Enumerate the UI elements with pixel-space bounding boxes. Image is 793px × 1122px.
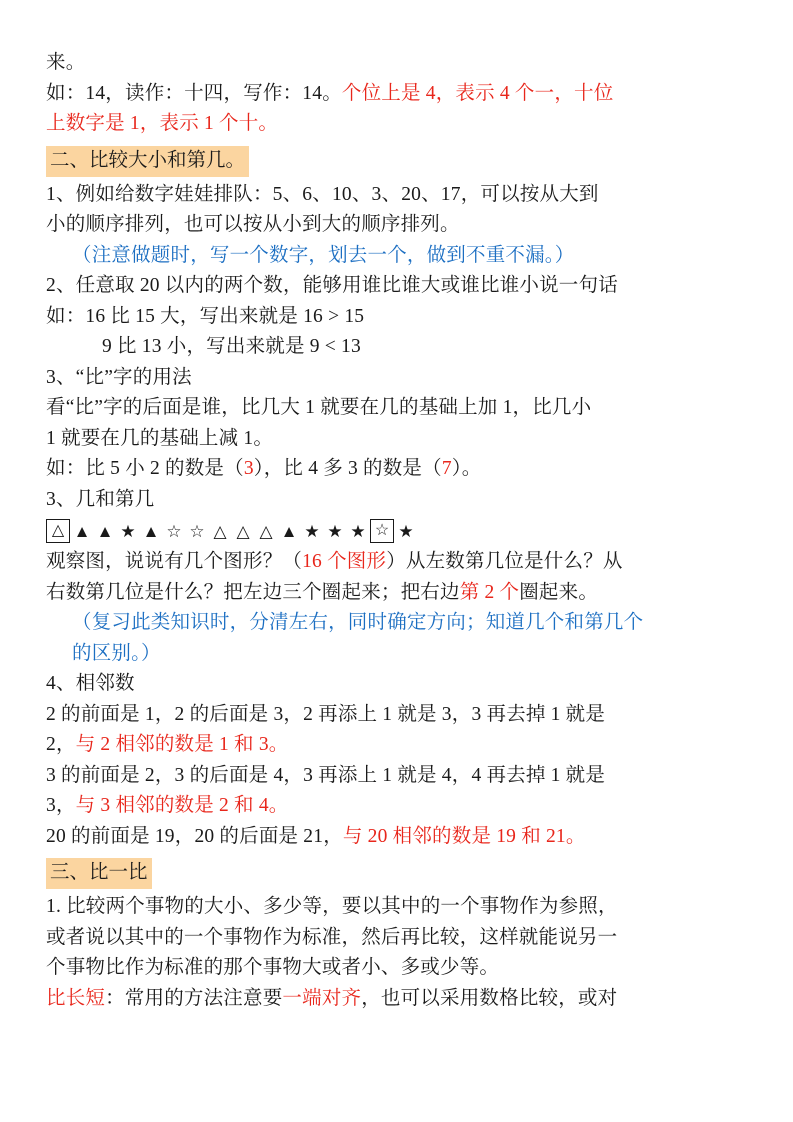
line-text: 如：比 5 小 2 的数是（	[46, 458, 244, 479]
answer-value: 第 2 个	[459, 581, 520, 603]
line-text-red: 一端对齐	[282, 987, 362, 1009]
line-text: 1 就要在几的基础上减 1。	[46, 427, 274, 449]
star-filled-icon: ★	[398, 521, 414, 541]
line-text: 观察图，说说有几个图形？（	[46, 551, 303, 572]
line-text-red: 与 20 相邻的数是 19 和 21。	[342, 825, 586, 847]
line-text-red: 与 2 相邻的数是 1 和 3。	[75, 734, 289, 755]
line-text: 2 的前面是 1，2 的后面是 3，2 再添上 1 就是 3，3 再去掉 1 就是	[46, 703, 606, 725]
answer-value: 7	[441, 458, 452, 479]
line-text: ），比 4 多 3 的数是（	[253, 458, 442, 479]
star-filled-icon: ★	[327, 521, 343, 541]
line-text: 圈起来。	[519, 581, 599, 603]
line-text: 4、相邻数	[46, 673, 135, 694]
text-line	[46, 761, 747, 792]
text-line-note	[46, 608, 747, 639]
line-text-red: 与 3 相邻的数是 2 和 4。	[75, 795, 289, 816]
section-heading-2: 二、比较大小和第几。	[46, 146, 249, 177]
line-text: 3，	[46, 795, 76, 816]
text-line	[46, 669, 747, 700]
line-text: 3、“比”字的用法	[46, 366, 192, 388]
line-text-red: 个位上是 4，表示 4 个一，十位	[341, 82, 614, 104]
triangle-filled-icon: ▲	[280, 521, 298, 541]
boxed-star-outline-icon: ☆	[370, 519, 394, 543]
star-filled-icon: ★	[120, 521, 136, 541]
text-line	[46, 454, 747, 485]
text-line	[46, 822, 747, 853]
line-text: 9 比 13 小，写出来就是 9 < 13	[102, 336, 361, 357]
text-line	[46, 730, 747, 761]
line-text: 20 的前面是 19，20 的后面是 21，	[46, 825, 343, 847]
text-line	[46, 578, 747, 609]
triangle-outline-icon: △	[236, 521, 250, 541]
answer-value: 3	[243, 458, 254, 479]
line-text: 来。	[46, 52, 86, 73]
section-heading-3-wrap	[46, 855, 747, 891]
line-text: 3 的前面是 2，3 的后面是 4，3 再添上 1 就是 4，4 再去掉 1 就是	[46, 764, 606, 786]
line-text: 右数第几位是什么？把左边三个圈起来；把右边	[46, 581, 460, 603]
line-text: 或者说以其中的一个事物作为标准，然后再比较，这样就能说另一	[46, 926, 618, 948]
line-text-red: 上数字是 1，表示 1 个十。	[46, 113, 279, 134]
text-line	[46, 485, 747, 516]
line-text: ）从左数第几位是什么？从	[386, 551, 623, 572]
triangle-filled-icon: ▲	[96, 521, 114, 541]
text-line	[46, 791, 747, 822]
text-line	[46, 892, 747, 923]
triangle-filled-icon: ▲	[142, 521, 160, 541]
star-filled-icon: ★	[350, 521, 366, 541]
text-line	[46, 180, 747, 211]
text-line	[46, 953, 747, 984]
line-text: 小的顺序排列，也可以按从小到大的顺序排列。	[46, 214, 460, 235]
triangle-filled-icon: ▲	[73, 521, 91, 541]
text-line	[46, 547, 747, 578]
star-outline-icon: ☆	[189, 521, 205, 541]
line-text: 2，	[46, 734, 76, 755]
line-text: 个事物比作为标准的那个事物大或者小、多或少等。	[46, 957, 500, 978]
line-text-red: 比长短	[46, 987, 106, 1009]
star-filled-icon: ★	[304, 521, 320, 541]
line-text: 2、任意取 20 以内的两个数，能够用谁比谁大或谁比谁小说一句话	[46, 275, 618, 296]
line-text-blue: 的区别。）	[72, 642, 161, 664]
shape-sequence-row	[46, 519, 747, 543]
line-text: 如：16 比 15 大，写出来就是 16 > 15	[46, 305, 365, 327]
text-line	[46, 302, 747, 333]
text-line	[46, 700, 747, 731]
text-line	[46, 393, 747, 424]
text-line	[46, 48, 747, 79]
star-outline-icon: ☆	[166, 521, 182, 541]
text-line-note	[46, 241, 747, 272]
line-text: 如：14，读作：十四，写作：14。	[46, 82, 342, 104]
triangle-outline-icon: △	[213, 521, 227, 541]
text-line	[46, 210, 747, 241]
line-text: 1、例如给数字娃娃排队：5、6、10、3、20、17，可以按从大到	[46, 183, 599, 205]
text-line	[46, 271, 747, 302]
text-line-note	[46, 639, 747, 670]
line-text-blue: （注意做题时，写一个数字，划去一个，做到不重不漏。）	[72, 244, 575, 266]
line-text: 1. 比较两个事物的大小、多少等，要以其中的一个事物作为参照，	[46, 896, 618, 917]
text-line	[46, 923, 747, 954]
text-line	[46, 109, 747, 140]
line-text: ，也可以采用数格比较，或对	[361, 987, 618, 1009]
section-heading-3: 三、比一比	[46, 858, 152, 889]
line-text: ：常用的方法注意要	[105, 987, 283, 1009]
section-heading-2-wrap	[46, 143, 747, 179]
answer-value: 16 个图形	[302, 551, 387, 572]
line-text: ）。	[451, 458, 482, 479]
line-text: 看“比”字的后面是谁，比几大 1 就要在几的基础上加 1，比几小	[46, 397, 592, 418]
triangle-outline-icon: △	[259, 521, 273, 541]
text-line	[46, 424, 747, 455]
text-line	[46, 332, 747, 363]
line-text-blue: （复习此类知识时，分清左右，同时确定方向；知道几个和第几个	[72, 612, 644, 633]
text-line	[46, 79, 747, 110]
text-line	[46, 984, 747, 1015]
line-text: 3、几和第几	[46, 488, 155, 510]
text-line	[46, 363, 747, 394]
boxed-triangle-outline-icon: △	[46, 519, 70, 543]
